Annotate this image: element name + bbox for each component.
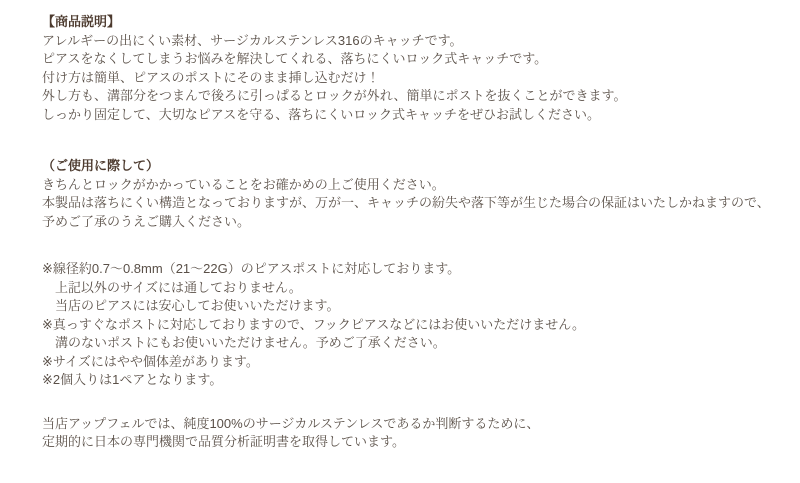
text-line: ピアスをなくしてしまうお悩みを解決してくれる、落ちにくいロック式キャッチです。 [42, 51, 548, 66]
text-line: 予めご了承のうえご購入ください。 [42, 213, 251, 229]
text-line: 当店アップフェルでは、純度100%のサージカルステンレスであるか判断するために、 [42, 415, 540, 431]
section-quality-certification [42, 415, 800, 452]
section-heading: （ご使用に際して） [42, 158, 160, 173]
text-line: 溝のないポストにもお使いいただけません。予めご了承ください。 [42, 335, 446, 350]
text-line: しっかり固定して、大切なピアスを守る、落ちにくいロック式キャッチをぜひお試しください。 [42, 106, 600, 122]
text-line: 上記以外のサイズには通しておりません。 [42, 279, 302, 295]
section-caution-notes [42, 260, 800, 390]
section-usage-instructions [42, 157, 800, 231]
section-product-description [42, 13, 800, 124]
section-heading: 【商品説明】 [42, 14, 121, 29]
text-line: アレルギーの出にくい素材、サージカルステンレス316のキャッチです。 [42, 32, 463, 48]
text-line: 定期的に日本の専門機関で品質分析証明書を取得しています。 [42, 434, 405, 449]
text-line: 当店のピアスには安心してお使いいただけます。 [42, 298, 340, 313]
text-line: ※線径約0.7～0.8mm（21～22G）のピアスポストに対応しております。 [42, 261, 461, 276]
text-line: 付け方は簡単、ピアスのポストにそのまま挿し込むだけ！ [42, 69, 380, 85]
text-line: 本製品は落ちにくい構造となっておりますが、万が一、キャッチの紛失や落下等が生じた場合の保証はいたしかねますので、 [42, 195, 770, 210]
text-line: 外し方も、溝部分をつまんで後ろに引っぱるとロックが外れ、簡単にポストを抜くことができます。 [42, 88, 627, 103]
text-line: ※真っすぐなポストに対応しておりますので、フックピアスなどにはお使いいただけません。 [42, 316, 585, 332]
text-line: ※2個入りは1ペアとなります。 [42, 372, 223, 387]
text-line: ※サイズにはやや個体差があります。 [42, 353, 259, 369]
text-line: きちんとロックがかかっていることをお確かめの上ご使用ください。 [42, 176, 445, 192]
